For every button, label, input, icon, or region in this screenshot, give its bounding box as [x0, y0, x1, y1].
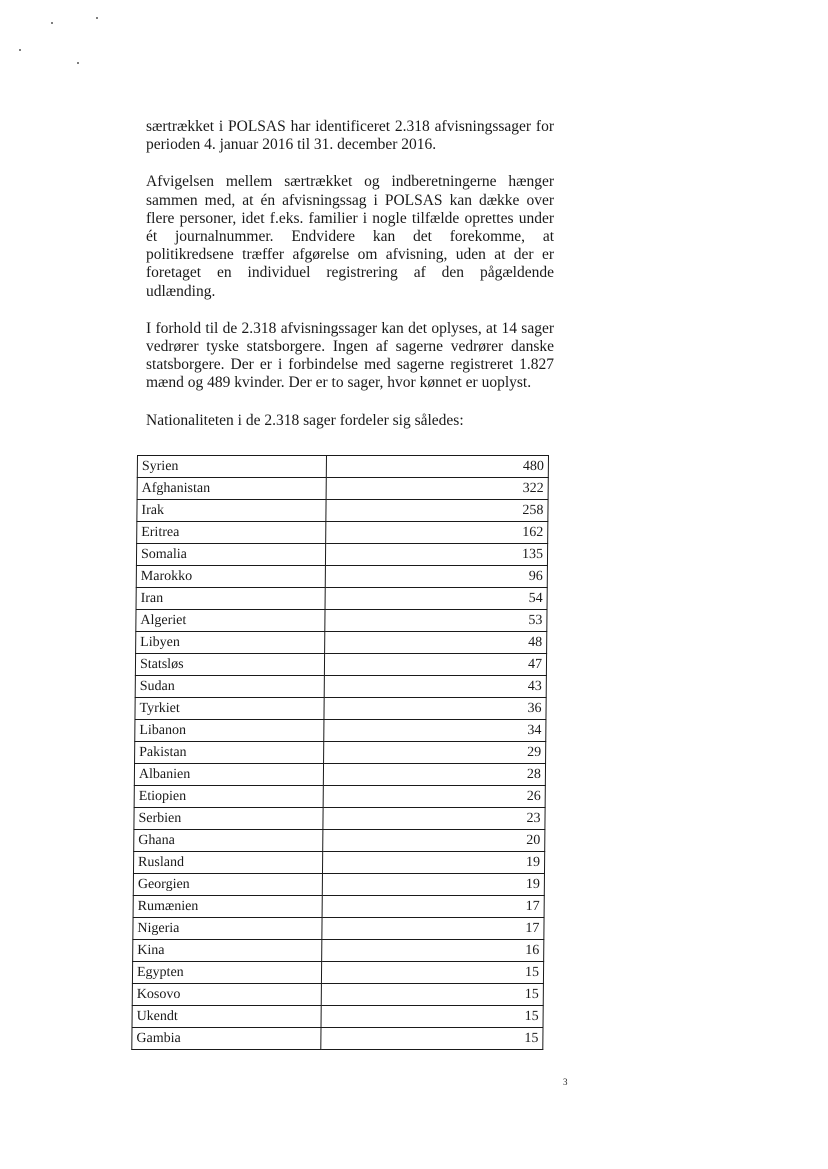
country-cell: Serbien: [134, 808, 323, 830]
table-row: [132, 984, 543, 1006]
table-row: [137, 478, 548, 500]
country-cell: Algeriet: [136, 610, 325, 632]
scan-speck: [96, 17, 98, 19]
country-cell: Marokko: [136, 566, 325, 588]
country-cell: Tyrkiet: [135, 698, 324, 720]
country-cell: Egypten: [132, 962, 321, 984]
table-row: [132, 962, 543, 984]
count-cell: 28: [323, 764, 545, 786]
table-row: [136, 632, 547, 654]
table-row: [133, 874, 544, 896]
paragraph-intro: særtrækket i POLSAS har identificeret 2.318 afvisningssager for perioden 4. januar 2016 til 31. december 2016.: [146, 118, 554, 154]
country-cell: Statsløs: [135, 654, 324, 676]
count-cell: 36: [324, 698, 546, 720]
country-cell: Afghanistan: [137, 478, 326, 500]
count-cell: 15: [321, 1028, 543, 1050]
count-cell: 19: [322, 874, 544, 896]
scan-speck: [77, 62, 79, 64]
count-cell: 53: [325, 610, 547, 632]
scan-speck: [19, 49, 21, 51]
table-row: [133, 896, 544, 918]
count-cell: 47: [324, 654, 546, 676]
table-row: [133, 918, 544, 940]
paragraph-statistics: I forhold til de 2.318 afvisningssager kan det oplyses, at 14 sager vedrører tyske statsborgere. Ingen af sagerne vedrører danske statsborgere. Der er i forbindelse med sagerne registreret 1.827 mænd og 489 kvinder. Der er to sager, hvor kønnet er uoplyst.: [146, 319, 554, 392]
table-row: [135, 676, 546, 698]
paragraph-deviation: Afvigelsen mellem særtrækket og indberetningerne hænger sammen med, at én afvisningssag i POLSAS kan dække over flere personer, idet f.eks. familier i nogle tilfælde oprettes under ét journalnummer. Endvidere kan det forekomme, at politikredsene træffer afgørelse om afvisning, uden at der er foretaget en individuel registrering af den pågældende udlænding.: [146, 173, 554, 300]
table-row: [134, 786, 545, 808]
count-cell: 16: [322, 940, 544, 962]
country-cell: Gambia: [132, 1028, 321, 1050]
count-cell: 19: [322, 852, 544, 874]
count-cell: 135: [325, 544, 547, 566]
count-cell: 29: [324, 742, 546, 764]
count-cell: 322: [326, 478, 548, 500]
country-cell: Irak: [137, 500, 326, 522]
table-row: [134, 808, 545, 830]
nationality-table: [131, 455, 549, 1050]
paragraph-table-intro: Nationaliteten i de 2.318 sager fordeler sig således:: [146, 411, 464, 429]
country-cell: Sudan: [135, 676, 324, 698]
scan-speck: [51, 22, 53, 24]
country-cell: Somalia: [136, 544, 325, 566]
country-cell: Libyen: [136, 632, 325, 654]
table-row: [135, 698, 546, 720]
country-cell: Ukendt: [132, 1006, 321, 1028]
count-cell: 34: [324, 720, 546, 742]
country-cell: Rumænien: [133, 896, 322, 918]
table-row: [134, 764, 545, 786]
count-cell: 26: [323, 786, 545, 808]
table-row: [133, 852, 544, 874]
table-row: [135, 742, 546, 764]
count-cell: 162: [326, 522, 548, 544]
count-cell: 20: [323, 830, 545, 852]
count-cell: 15: [321, 984, 543, 1006]
count-cell: 43: [324, 676, 546, 698]
table-row: [137, 456, 548, 478]
table-row: [135, 720, 546, 742]
country-cell: Albanien: [134, 764, 323, 786]
table-row: [134, 830, 545, 852]
count-cell: 258: [326, 500, 548, 522]
country-cell: Georgien: [133, 874, 322, 896]
count-cell: 17: [322, 918, 544, 940]
table-row: [136, 610, 547, 632]
country-cell: Rusland: [133, 852, 322, 874]
country-cell: Pakistan: [135, 742, 324, 764]
country-cell: Nigeria: [133, 918, 322, 940]
country-cell: Etiopien: [134, 786, 323, 808]
table-row: [135, 654, 546, 676]
country-cell: Libanon: [135, 720, 324, 742]
table-row: [132, 1028, 543, 1050]
count-cell: 17: [322, 896, 544, 918]
count-cell: 54: [325, 588, 547, 610]
country-cell: Eritrea: [137, 522, 326, 544]
table-row: [136, 566, 547, 588]
page-number: 3: [563, 1077, 568, 1087]
nationality-table-body: [132, 456, 549, 1050]
country-cell: Ghana: [134, 830, 323, 852]
table-row: [136, 544, 547, 566]
count-cell: 15: [321, 1006, 543, 1028]
count-cell: 96: [325, 566, 547, 588]
count-cell: 15: [321, 962, 543, 984]
country-cell: Kina: [133, 940, 322, 962]
document-body: [146, 118, 554, 430]
country-cell: Syrien: [137, 456, 326, 478]
count-cell: 23: [323, 808, 545, 830]
table-row: [133, 940, 544, 962]
table-row: [132, 1006, 543, 1028]
count-cell: 480: [326, 456, 548, 478]
count-cell: 48: [325, 632, 547, 654]
table-row: [137, 522, 548, 544]
country-cell: Iran: [136, 588, 325, 610]
country-cell: Kosovo: [132, 984, 321, 1006]
table-row: [136, 588, 547, 610]
table-row: [137, 500, 548, 522]
